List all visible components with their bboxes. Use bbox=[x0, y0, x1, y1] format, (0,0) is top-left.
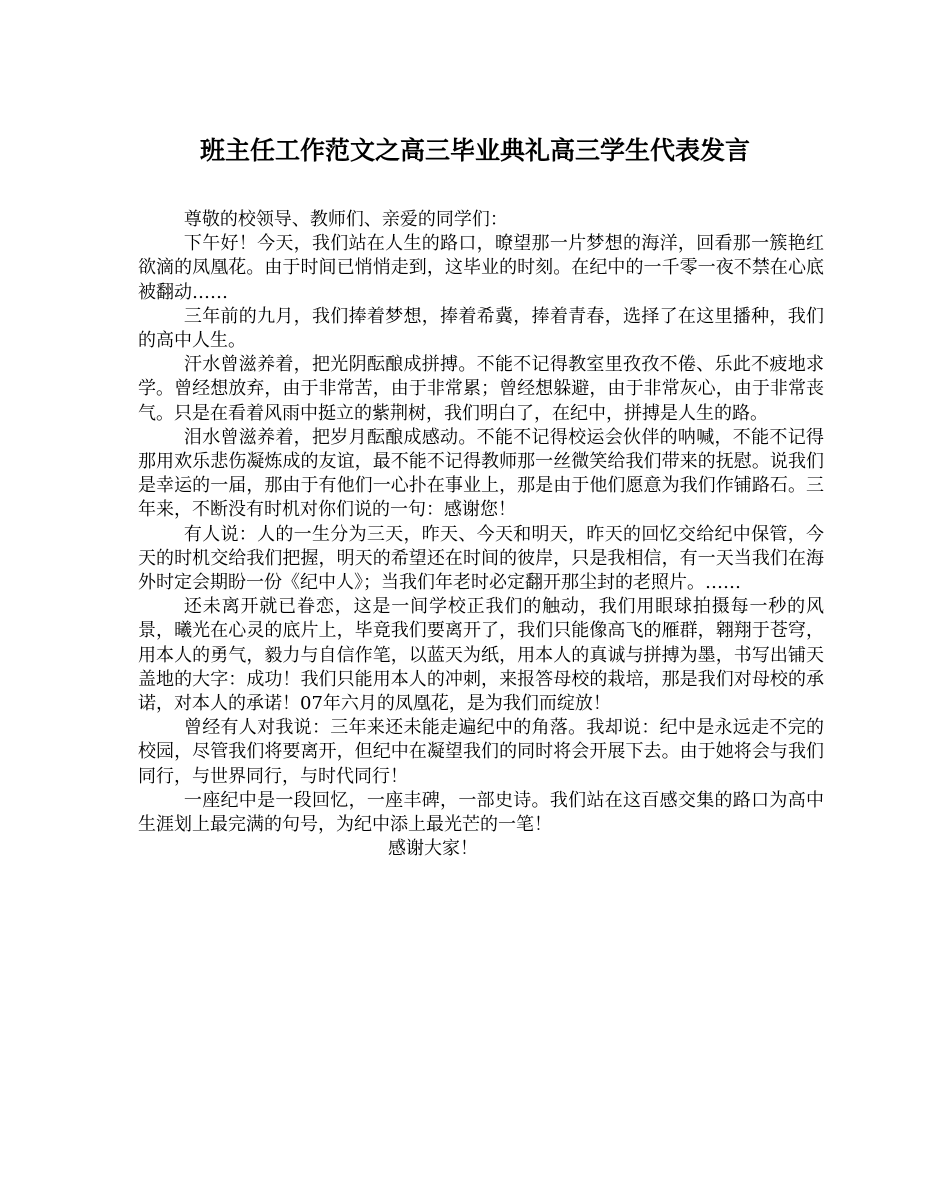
closing-thanks: 感谢大家！ bbox=[388, 838, 478, 860]
paragraph-sweat: 汗水曾滋养着，把光阴酝酿成拼搏。不能不记得教室里孜孜不倦、乐此不疲地求学。曾经想放弃，由于非常苦，由于非常累；曾经想躲避，由于非常灰心，由于非常丧气。只是在看着风雨中挺立的紫荆树，我们明白了，在纪中，拼搏是人生的路。 bbox=[138, 354, 824, 424]
paragraph-tears: 泪水曾滋养着，把岁月酝酿成感动。不能不记得校运会伙伴的呐喊，不能不记得那用欢乐悲伤凝炼成的友谊，最不能不记得教师那一丝微笑给我们带来的抚慰。说我们是幸运的一届，那由于有他们一心扑在事业上，那是由于他们愿意为我们作铺路石。三年来，不断没有时机对你们说的一句：感谢您！ bbox=[138, 426, 824, 521]
paragraph-greeting: 下午好！今天，我们站在人生的路口，暸望那一片梦想的海洋，回看那一簇艳红欲滴的凤凰花。由于时间已悄悄走到，这毕业的时刻。在纪中的一千零一夜不禁在心底被翻动…… bbox=[138, 233, 824, 303]
paragraph-three-days: 有人说：人的一生分为三天，昨天、今天和明天，昨天的回忆交给纪中保管，今天的时机交给我们把握，明天的希望还在时间的彼岸，只是我相信，有一天当我们在海外时定会期盼一份《纪中人》；当我们年老时必定翻开那尘封的老照片。…… bbox=[138, 523, 824, 594]
paragraph-campus: 曾经有人对我说：三年来还未能走遍纪中的角落。我却说：纪中是永远走不完的校园，尽管我们将要离开，但纪中在凝望我们的同时将会开展下去。由于她将会与我们同行，与世界同行，与时代同行！ bbox=[138, 717, 824, 787]
paragraph-nostalgia: 还未离开就已眷恋，这是一间学校正我们的触动，我们用眼球拍摄每一秒的风景，曦光在心灵的底片上，毕竟我们要离开了，我们只能像高飞的雁群，翱翔于苍穹，用本人的勇气，毅力与自信作笔，以蓝天为纸，用本人的真诚与拼搏为墨，书写出铺天盖地的大字：成功！我们只能用本人的冲刺，来报答母校的栽培，那是我们对母校的承诺，对本人的承诺！07年六月的凤凰花，是为我们而绽放！ bbox=[138, 596, 824, 715]
paragraph-three-years-ago: 三年前的九月，我们捧着梦想，捧着希冀，捧着青春，选择了在这里播种，我们的高中人生。 bbox=[138, 305, 824, 352]
document-title: 班主任工作范文之高三毕业典礼高三学生代表发言 bbox=[199, 136, 750, 165]
document-body bbox=[138, 208, 824, 861]
paragraph-memory: 一座纪中是一段回忆，一座丰碑，一部史诗。我们站在这百感交集的路口为高中生涯划上最完满的句号，为纪中添上最光芒的一笔！ bbox=[138, 789, 824, 836]
salutation: 尊敬的校领导、教师们、亲爱的同学们： bbox=[183, 209, 508, 230]
